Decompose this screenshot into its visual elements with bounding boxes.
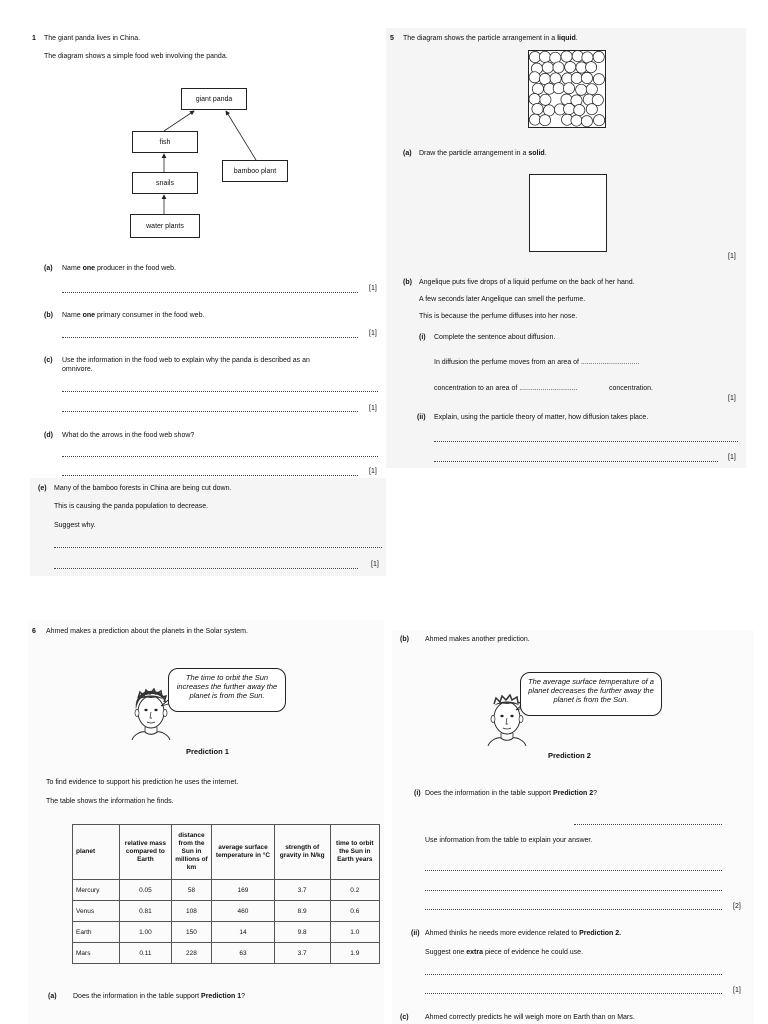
q1-intro-2: The diagram shows a simple food web involving the panda.	[44, 53, 228, 60]
particle	[529, 52, 540, 63]
q5a-text: Draw the particle arrangement in a solid.	[419, 150, 547, 157]
prediction-1-caption: Prediction 1	[186, 747, 229, 756]
q1c-answer-line-2[interactable]	[62, 411, 358, 412]
q1c-text-1: Use the information in the food web to explain why the panda is described as an	[62, 357, 310, 364]
q1d-text: What do the arrows in the food web show?	[62, 432, 195, 439]
particle	[539, 115, 550, 126]
q1d-answer-line-1[interactable]	[62, 456, 378, 457]
particle	[571, 73, 582, 84]
q5bi-sentence-2-end: concentration.	[609, 385, 653, 392]
node-water-plants: water plants	[130, 214, 200, 238]
table-cell: 108	[171, 901, 212, 922]
q1b-label: (b)	[44, 312, 53, 319]
q1b-answer-line[interactable]	[62, 337, 358, 338]
q6a-label: (a)	[48, 993, 57, 1000]
q1e-answer-line-2[interactable]	[54, 568, 358, 569]
table-cell: 150	[171, 922, 212, 943]
q1b-mark: [1]	[369, 330, 377, 337]
table-header-cell: relative mass compared to Earth	[120, 825, 172, 880]
q6bi-text: Does the information in the table support Prediction 2?	[425, 790, 598, 797]
table-cell: 169	[212, 880, 274, 901]
q5bi-text: Complete the sentence about diffusion.	[434, 334, 556, 341]
q6bii-answer-line-2[interactable]	[425, 993, 722, 994]
table-cell: 0.05	[120, 880, 172, 901]
table-cell: Earth	[73, 922, 120, 943]
table-row	[73, 901, 380, 922]
q6bi-answer-yes-no[interactable]	[574, 824, 722, 825]
q6bii-answer-line-1[interactable]	[425, 974, 722, 975]
table-cell: 0.11	[120, 943, 172, 964]
q1e-mark: [1]	[371, 561, 379, 568]
particle	[532, 83, 543, 94]
particle	[581, 116, 592, 127]
table-row	[73, 943, 380, 964]
q6b-label: (b)	[400, 636, 409, 643]
q1e-label: (e)	[38, 485, 47, 492]
q6bii-mark: [1]	[733, 987, 741, 994]
table-cell: 3.7	[274, 943, 330, 964]
q1d-answer-line-2[interactable]	[62, 475, 358, 476]
table-header-cell: planet	[73, 825, 120, 880]
table-cell: 0.81	[120, 901, 172, 922]
q1c-mark: [1]	[369, 405, 377, 412]
q6bii-text-2: Suggest one extra piece of evidence he could use.	[425, 949, 584, 956]
particle	[571, 115, 582, 126]
table-cell: 58	[171, 880, 212, 901]
table-header-cell: strength of gravity in N/kg	[274, 825, 330, 880]
q1d-label: (d)	[44, 432, 53, 439]
particle	[593, 51, 604, 62]
particle	[574, 105, 585, 116]
table-cell: 9.8	[274, 922, 330, 943]
q6bi-text-2: Use information from the table to explain your answer.	[425, 837, 593, 844]
q6a-text: Does the information in the table support Prediction 1?	[73, 993, 246, 1000]
particle	[586, 62, 597, 73]
particle	[542, 62, 553, 73]
particle	[564, 103, 575, 114]
q6-text-2: The table shows the information he finds.	[46, 798, 174, 805]
particle	[539, 51, 550, 62]
q6c-text: Ahmed correctly predicts he will weigh more on Earth than on Mars.	[425, 1014, 635, 1021]
q1d-mark: [1]	[369, 468, 377, 475]
q5b-label: (b)	[403, 279, 412, 286]
q5b-text-2: A few seconds later Angelique can smell the perfume.	[419, 296, 586, 303]
q6bi-answer-line-2[interactable]	[425, 890, 722, 891]
table-header-row	[73, 825, 380, 880]
table-cell: Mars	[73, 943, 120, 964]
q5bii-answer-line-2[interactable]	[434, 461, 718, 462]
q1c-answer-line-1[interactable]	[62, 391, 378, 392]
q1a-answer-line[interactable]	[62, 292, 358, 293]
particle	[529, 72, 540, 83]
table-cell: 228	[171, 943, 212, 964]
prediction-2-caption: Prediction 2	[548, 751, 591, 760]
table-header-cell: distance from the Sun in millions of km	[171, 825, 212, 880]
q1c-label: (c)	[44, 357, 53, 364]
q6-text-1: To find evidence to support his prediction he uses the internet.	[46, 779, 239, 786]
planet-data-table	[72, 824, 380, 964]
q6-intro: Ahmed makes a prediction about the planets in the Solar system.	[46, 628, 248, 635]
table-cell: 0.2	[330, 880, 379, 901]
q5bi-label: (i)	[419, 334, 426, 341]
table-header-cell: average surface temperature in °C	[212, 825, 274, 880]
liquid-particle-diagram	[528, 50, 606, 128]
table-cell: 0.6	[330, 901, 379, 922]
speech-bubble-2: The average surface temperature of a planet decreases the further away the planet is from the Sun.	[520, 672, 662, 716]
q6bi-answer-line-3[interactable]	[425, 909, 722, 910]
particle	[581, 72, 592, 83]
q5-number: 5	[390, 35, 394, 42]
q5a-label: (a)	[403, 150, 412, 157]
table-cell: 8.9	[274, 901, 330, 922]
particle	[540, 94, 551, 105]
q6bi-mark: [2]	[733, 903, 741, 910]
q1-number: 1	[32, 35, 36, 42]
speech-bubble-1: The time to orbit the Sun increases the further away the planet is from the Sun.	[168, 668, 286, 712]
q1e-text-2: This is causing the panda population to decrease.	[54, 503, 209, 510]
q1e-text-3: Suggest why.	[54, 522, 96, 529]
q1-intro-1: The giant panda lives in China.	[44, 35, 141, 42]
q1a-text: Name one producer in the food web.	[62, 265, 177, 272]
particle	[576, 84, 587, 95]
table-cell: Venus	[73, 901, 120, 922]
q5-intro: The diagram shows the particle arrangement in a liquid.	[403, 35, 578, 42]
table-row	[73, 880, 380, 901]
q6-number: 6	[32, 628, 36, 635]
q6bii-label: (ii)	[411, 930, 420, 937]
q5bi-mark: [1]	[728, 395, 736, 402]
q5bii-mark: [1]	[728, 454, 736, 461]
particle	[593, 74, 604, 85]
q1a-mark: [1]	[369, 285, 377, 292]
q5bi-sentence-2[interactable]: concentration to an area of ..............................	[434, 385, 578, 392]
node-snails: snails	[132, 172, 198, 194]
particle	[586, 104, 597, 115]
q5bii-text: Explain, using the particle theory of matter, how diffusion takes place.	[434, 414, 649, 421]
q5bii-label: (ii)	[417, 414, 426, 421]
q1b-text: Name one primary consumer in the food web.	[62, 312, 205, 319]
table-cell: 63	[212, 943, 274, 964]
particle	[532, 103, 543, 114]
food-web-arrows	[0, 0, 400, 240]
node-bamboo-plant: bamboo plant	[222, 160, 288, 182]
particle	[594, 115, 605, 126]
table-header-cell: time to orbit the Sun in Earth years	[330, 825, 379, 880]
node-fish: fish	[132, 131, 198, 153]
q5bii-answer-line-1[interactable]	[434, 441, 738, 442]
q1e-text-1: Many of the bamboo forests in China are being cut down.	[54, 485, 232, 492]
q6bii-text: Ahmed thinks he needs more evidence related to Prediction 2.	[425, 930, 622, 937]
table-cell: 1.0	[330, 922, 379, 943]
q5a-mark: [1]	[728, 253, 736, 260]
q6c-label: (c)	[400, 1014, 409, 1021]
table-cell: 3.7	[274, 880, 330, 901]
particle	[553, 62, 564, 73]
table-cell: 1.00	[120, 922, 172, 943]
particle	[529, 94, 540, 105]
q1a-label: (a)	[44, 265, 53, 272]
q6bi-answer-line-1[interactable]	[425, 870, 722, 871]
particle	[561, 51, 572, 62]
q1e-answer-line-1[interactable]	[54, 547, 382, 548]
particle	[565, 62, 576, 73]
table-cell: 1.9	[330, 943, 379, 964]
particle	[553, 83, 564, 94]
q1c-text-2: omnivore.	[62, 366, 93, 373]
particle	[586, 84, 597, 95]
table-row	[73, 922, 380, 943]
table-cell: 14	[212, 922, 274, 943]
table-cell: 460	[212, 901, 274, 922]
table-cell: Mercury	[73, 880, 120, 901]
q5b-text-3: This is because the perfume diffuses into her nose.	[419, 313, 578, 320]
q6b-text: Ahmed makes another prediction.	[425, 636, 530, 643]
particle	[563, 83, 574, 94]
q6bi-label: (i)	[414, 790, 421, 797]
node-giant-panda: giant panda	[181, 88, 247, 110]
solid-drawing-box[interactable]	[529, 174, 607, 252]
q5bi-sentence-1[interactable]: In diffusion the perfume moves from an area of ..............................	[434, 359, 640, 366]
particle	[529, 114, 540, 125]
q5b-text-1: Angelique puts five drops of a liquid perfume on the back of her hand.	[419, 279, 635, 286]
